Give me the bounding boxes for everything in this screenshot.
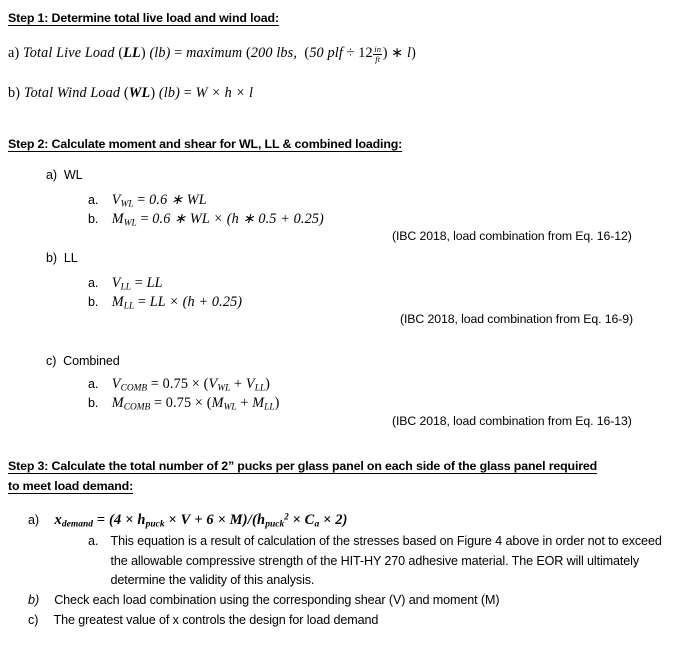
greatest-value-text: The greatest value of x controls the design for load demand [53,613,379,627]
v-ll-subscript: LL [120,282,132,293]
group-marker-a: a) [46,168,57,182]
equation-marker-a: a. [88,276,99,290]
v-ll-lhs-variable: V [111,275,121,291]
group-a-wl [46,166,83,185]
group-b-ll [46,249,78,268]
fraction-denominator: ft [375,54,381,65]
list-marker-c: c) [28,613,39,627]
equation-v-ll: $V_{LL}$ = LL [111,275,163,293]
group-marker-c: c) [46,354,57,368]
live-load-arg1: 200 lbs, [250,45,298,62]
equation-marker-b: b. [88,295,99,309]
v-comb-subscript: COMB [120,383,148,394]
ibc-note-eq-16-12: (IBC 2018, load combination from Eq. 16-12) [392,229,632,243]
step-2-heading: Step 2: Calculate moment and shear for WL, LL & combined loading: [8,137,403,151]
live-load-arg2-num: 12 [358,45,373,62]
step-3-heading-line-1: Step 3: Calculate the total number of 2” pucks per glass panel on each side of the glass panel required [8,459,598,473]
v-wl-rhs: 0.6 ∗ WL [149,192,207,208]
equation-marker-b: b. [88,212,99,226]
maximum-function: maximum [186,45,243,62]
equation-m-ll: $M_{LL}$ = LL × (h + 0.25) [111,294,243,312]
group-label-combined: Combined [63,354,120,368]
live-load-variable: LL [123,45,141,62]
live-load-arg2-value: 50 plf [309,45,343,62]
m-comb-subscript: COMB [123,402,151,413]
m-comb-lhs-variable: M [111,395,124,411]
equation-m-wl: $M_{WL} = 0.6$ ∗ WL × (h ∗ 0.5 + 0.25) [111,211,324,229]
wind-load-label: Total Wind Load [23,85,121,101]
v-wl-lhs-variable: V [111,192,121,208]
wind-load-unit: (lb) [158,85,181,101]
m-ll-lhs-variable: M [111,294,124,310]
wind-load-expression: W × h × l [195,85,254,101]
group-marker-b: b) [46,251,57,265]
equation-m-wl-row [88,210,324,233]
m-ll-subscript: LL [123,301,135,312]
m-ll-rhs: LL × (h + 0.25) [149,294,243,310]
m-wl-lhs-variable: M [111,211,124,227]
equation-marker-a: a. [88,377,99,391]
ibc-note-eq-16-13: (IBC 2018, load combination from Eq. 16-13) [392,414,632,428]
greatest-value-row [28,611,673,631]
wind-load-variable: WL [128,85,151,101]
equation-x-demand: $x_{demand} = (4 \times h_{puck} \times V + 6 \times M)/(h_{puck}^2 \times C_a \times 2)$ [54,511,348,530]
equation-total-live-load: a) Total Live Load (LL) (lb) = maximum (200 lbs, (50 plf ÷ 12 $\frac{in}{ft}$ ) ∗ l) [8,44,416,65]
step-3-heading-line-2: to meet load demand: [8,479,134,493]
list-marker-a: a) [28,513,39,527]
equals-sign: = [174,45,183,62]
explanation-paragraph-text: This equation is a result of calculation of the stresses based on Figure 4 above in order not to exceed the allowable compressive strength of the HIT-HY 270 adhesive material. The EOR will ultimately determine the validity of this analysis. [110,534,662,587]
x-demand-lhs: x [54,512,62,528]
explanation-paragraph-row [88,532,673,591]
list-marker-a: a) [8,45,20,62]
group-c-combined [46,352,120,371]
ibc-note-eq-16-9: (IBC 2018, load combination from Eq. 16-9) [400,312,633,326]
divide-sign: ÷ [346,45,355,62]
m-wl-subscript: WL [123,218,137,229]
check-load-combination-text: Check each load combination using the corresponding shear (V) and moment (M) [54,593,500,607]
fraction-numerator: in [374,44,382,55]
x-demand-subscript: demand [61,519,93,530]
equation-m-comb: $M_{COMB} = 0.75 \times (M_{WL} + M_{LL})$ [111,395,280,413]
list-marker-b: b) [28,593,40,607]
asterisk-operator: ∗ [391,45,404,62]
equation-marker-a: a. [88,193,99,207]
equation-x-demand-row [28,511,348,530]
live-load-length: l [407,45,412,62]
unit-fraction-in-per-ft [373,45,382,63]
equation-v-comb: $V_{COMB} = 0.75 \times (V_{WL} + V_{LL})$ [111,376,271,394]
group-label-ll: LL [63,251,78,265]
v-comb-lhs-variable: V [111,376,121,392]
equation-v-wl: $V_{WL} = 0.6$ ∗ WL [111,192,207,210]
v-ll-rhs: LL [146,275,163,291]
group-label-wl: WL [63,168,83,182]
check-load-combination-row [28,591,673,611]
live-load-unit: (lb) [149,45,171,62]
step-1-heading: Step 1: Determine total live load and wind load: [8,11,279,25]
v-wl-subscript: WL [120,199,134,210]
list-marker-b: b) [8,85,21,101]
equals-sign: = [183,85,192,101]
equation-m-comb-row [88,394,279,417]
m-wl-rhs: 0.6 ∗ WL × (h ∗ 0.5 + 0.25) [152,211,324,227]
live-load-label: Total Live Load [23,45,115,62]
sub-list-marker-a: a. [88,534,99,548]
equation-total-wind-load: b) Total Wind Load (WL) (lb) = W × h × l [8,85,254,101]
equation-m-ll-row [88,293,242,316]
equation-marker-b: b. [88,396,99,410]
